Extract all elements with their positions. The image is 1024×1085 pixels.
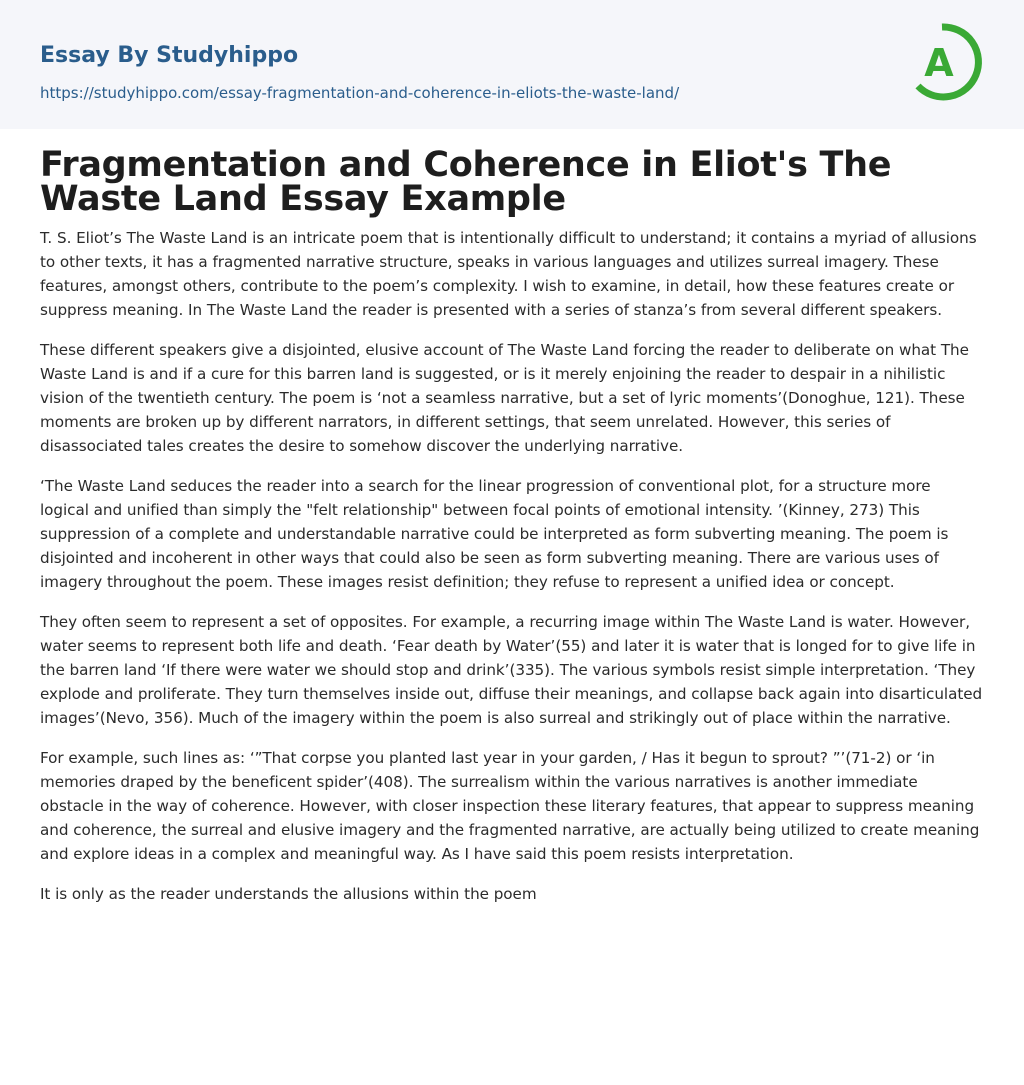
article-title: Fragmentation and Coherence in Eliot's The Waste Land Essay Example	[40, 145, 892, 219]
article-paragraph: These different speakers give a disjointed, elusive account of The Waste Land forcing the reader to deliberate on what The Waste Land is and if a cure for this barren land is suggested, or is it merely enjoining the reader to despair in a nihilistic vision of the twentieth century. The poem is ‘not a seamless narrative, but a set of lyric moments’(Donoghue, 121). These moments are broken up by different narrators, in different settings, that seem unrelated. However, this series of disassociated tales creates the desire to somehow discover the underlying narrative.	[40, 341, 969, 455]
logo-letter: A	[924, 41, 954, 85]
article-paragraph: It is only as the reader understands the allusions within the poem	[40, 885, 537, 903]
article-paragraph: ‘The Waste Land seduces the reader into a search for the linear progression of conventional plot, for a structure more logical and unified than simply the "felt relationship" between focal points of emotional intensity. ’(Kinney, 273) This suppression of a complete and understandable narrative could be interpreted as form subverting meaning. The poem is disjointed and incoherent in other ways that could also be seen as form subverting meaning. There are various uses of imagery throughout the poem. These images resist definition; they refuse to represent a unified idea or concept.	[40, 477, 949, 591]
source-url-link[interactable]: https://studyhippo.com/essay-fragmentation-and-coherence-in-eliots-the-waste-land/	[40, 84, 680, 102]
studyhippo-logo-icon[interactable]	[912, 20, 986, 104]
article-paragraph: T. S. Eliot’s The Waste Land is an intricate poem that is intentionally difficult to understand; it contains a myriad of allusions to other texts, it has a fragmented narrative structure, speaks in various languages and utilizes surreal imagery. These features, amongst others, contribute to the poem’s complexity. I wish to examine, in detail, how these features create or suppress meaning. In The Waste Land the reader is presented with a series of stanza’s from several different speakers.	[40, 229, 977, 319]
site-brand[interactable]: Essay By Studyhippo	[40, 43, 299, 68]
article-paragraph: For example, such lines as: ‘”That corpse you planted last year in your garden, / Has it begun to sprout? ”’(71-2) or ‘in memories draped by the beneficent spider’(408). The surrealism within the various narratives is another immediate obstacle in the way of coherence. However, with closer inspection these literary features, that appear to suppress meaning and coherence, the surreal and elusive imagery and the fragmented narrative, are actually being utilized to create meaning and explore ideas in a complex and meaningful way. As I have said this poem resists interpretation.	[40, 749, 980, 863]
article-paragraph: They often seem to represent a set of opposites. For example, a recurring image within The Waste Land is water. However, water seems to represent both life and death. ‘Fear death by Water’(55) and later it is water that is longed for to give life in the barren land ‘If there were water we should stop and drink’(335). The various symbols resist simple interpretation. ‘They explode and proliferate. They turn themselves inside out, diffuse their meanings, and collapse back again into disarticulated images’(Nevo, 356). Much of the imagery within the poem is also surreal and strikingly out of place within the narrative.	[40, 613, 983, 727]
article	[0, 145, 1024, 906]
site-header	[0, 0, 1024, 129]
